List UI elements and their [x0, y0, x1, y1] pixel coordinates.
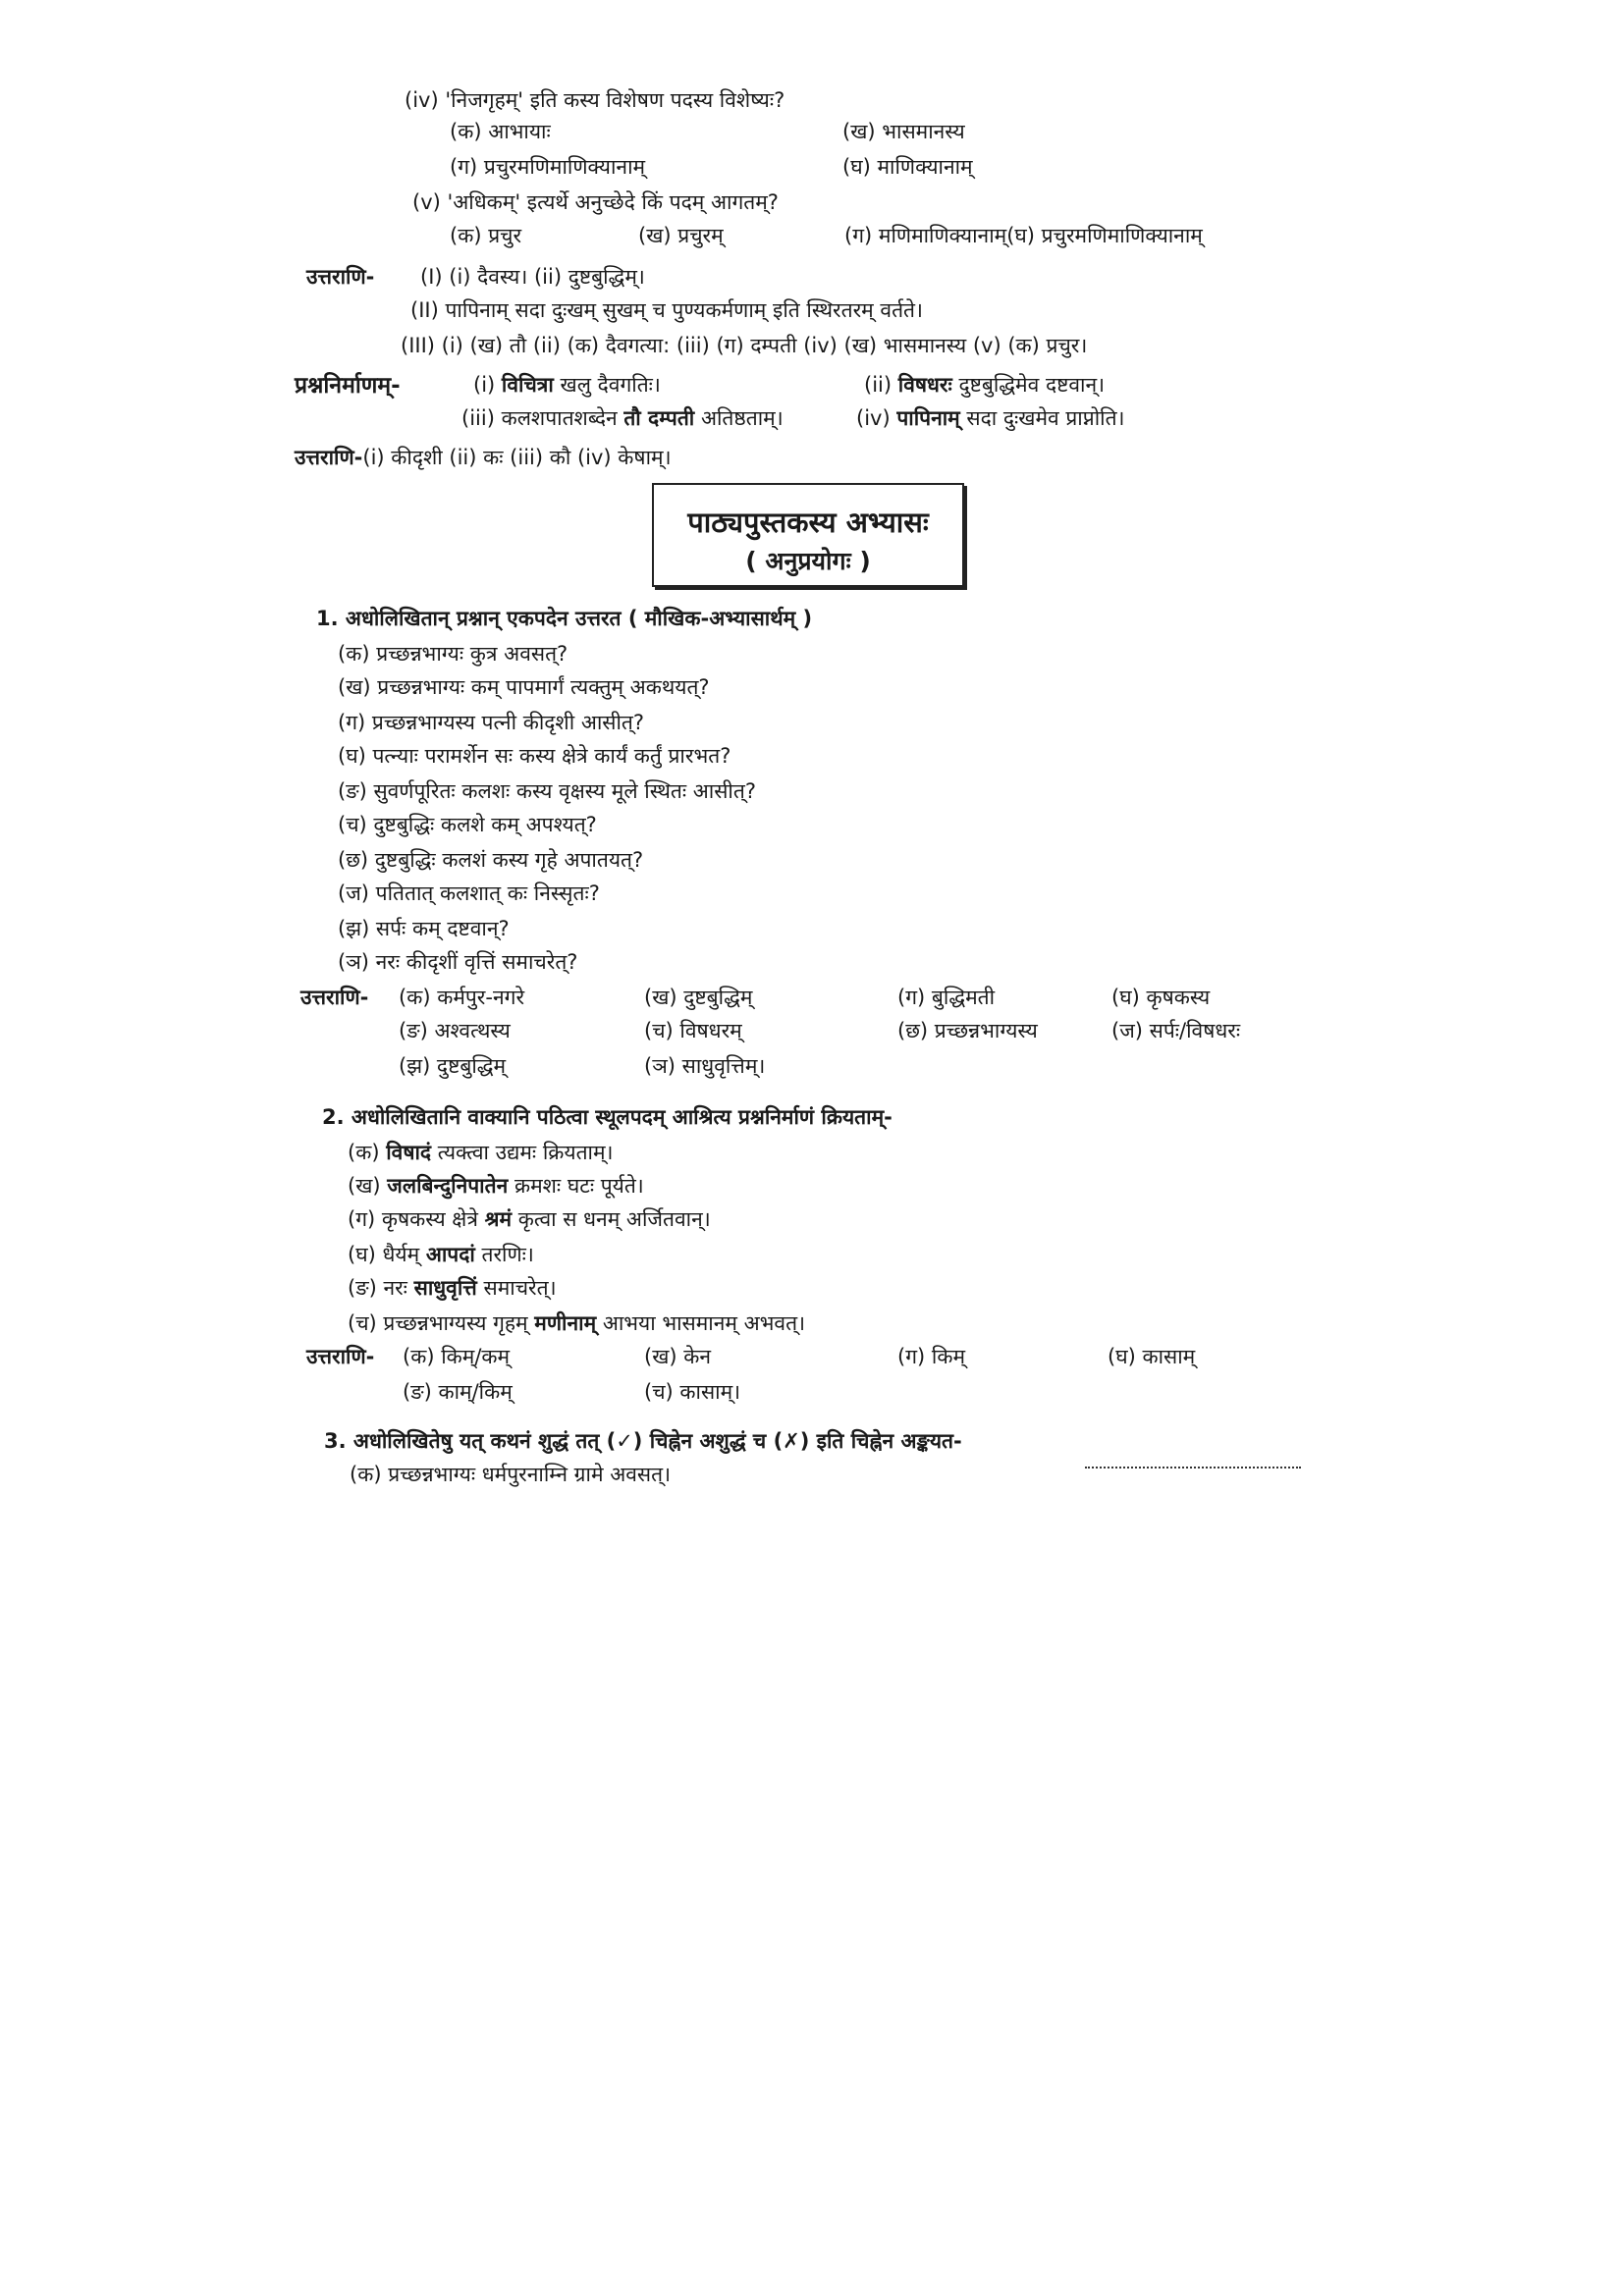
- answer-item: (घ) कृषकस्य: [1111, 986, 1211, 1009]
- bold-word: विषादं: [386, 1141, 432, 1164]
- prashna-item: [473, 375, 661, 396]
- answer-item: (च) विषधरम्: [644, 1019, 742, 1042]
- prashna-item-text: खलु दैवगतिः।: [560, 373, 661, 397]
- question-item: (क) प्रच्छन्नभाग्यः कुत्र अवसत्?: [338, 642, 568, 666]
- bold-word: साधुवृत्तिं: [413, 1276, 477, 1300]
- answers-line: [295, 448, 672, 468]
- answer-line: (II) पापिनाम् सदा दुःखम् सुखम् च पुण्यकर्मणाम् इति स्थिरतरम् वर्तते।: [410, 298, 923, 322]
- bold-word: जलबिन्दुनिपातेन: [387, 1174, 509, 1198]
- prashna-item-text: अतिष्ठताम्।: [700, 406, 784, 430]
- sentence-post: आभया भासमानम् अभवत्।: [602, 1311, 806, 1335]
- question-item: (ख) प्रच्छन्नभाग्यः कम् पापमार्गं त्यक्तुम् अकथयत्?: [338, 675, 710, 699]
- answer-item: (ग) बुद्धिमती: [897, 986, 996, 1009]
- prashna-item-text: सदा दुःखमेव प्राप्नोति।: [966, 406, 1125, 430]
- answer-item: (ञ) साधुवृत्तिम्।: [644, 1054, 766, 1078]
- prashna-item-num: (ii): [864, 373, 893, 397]
- bold-word: आपदां: [425, 1243, 475, 1266]
- sentence-pre: (ग) कृषकस्य क्षेत्रे: [348, 1207, 478, 1231]
- answer-item: (ज) सर्पः/विषधरः: [1111, 1019, 1241, 1042]
- question-iv: (iv) 'निजगृहम्' इति कस्य विशेषण पदस्य विशेष्यः?: [405, 88, 785, 112]
- sentence-post: समाचरेत्।: [483, 1276, 557, 1300]
- prashna-item-num: (i): [473, 373, 496, 397]
- bold-word: तौ दम्पती: [623, 406, 695, 430]
- exercise-3-heading: 3. अधोलिखितेषु यत् कथनं शुद्धं तत् (✓) चिह्नेन अशुद्धं च (✗) इति चिह्नेन अङ्कयत-: [324, 1429, 962, 1453]
- prashna-label: प्रश्ननिर्माणम्-: [295, 373, 401, 399]
- answers-label: उत्तराणि-: [295, 446, 363, 469]
- question-item: (ङ) सुवर्णपूरितः कलशः कस्य वृक्षस्य मूले स्थितः आसीत्?: [338, 779, 756, 803]
- bold-word: विषधरः: [897, 373, 952, 397]
- option: (ग) प्रचुरमणिमाणिक्यानाम्: [450, 155, 646, 179]
- answer-item: (ख) दुष्टबुद्धिम्: [644, 986, 753, 1009]
- answer-item: (ख) केन: [644, 1345, 712, 1368]
- exercise-2-heading: 2. अधोलिखितानि वाक्यानि पठित्वा स्थूलपदम् आश्रित्य प्रश्ननिर्माणं क्रियताम्-: [322, 1105, 893, 1129]
- answer-line: (III) (i) (ख) तौ (ii) (क) दैवगत्या: (iii) (ग) दम्पती (iv) (ख) भासमानस्य (v) (क) प्रचुर।: [401, 334, 1088, 357]
- bold-word: श्रमं: [484, 1207, 513, 1231]
- sentence-item: [348, 1176, 644, 1197]
- section-subtitle: ( अनुप्रयोगः ): [745, 547, 871, 575]
- answer-item: (क) कर्मपुर-नगरे: [399, 986, 525, 1009]
- option: (ख) प्रचुरम्: [638, 224, 724, 247]
- sentence-pre: (च) प्रच्छन्नभाग्यस्य गृहम्: [348, 1311, 528, 1335]
- sentence-post: तरणिः।: [481, 1243, 534, 1266]
- answer-item: (झ) दुष्टबुद्धिम्: [399, 1054, 507, 1078]
- question-v: (v) 'अधिकम्' इत्यर्थे अनुच्छेदे किं पदम् आगतम्?: [412, 190, 779, 214]
- sentence-pre: (क): [348, 1141, 380, 1164]
- answer-item: (ङ) अश्वत्थस्य: [399, 1019, 511, 1042]
- sentence-item: [348, 1313, 805, 1334]
- option: (ग) मणिमाणिक्यानाम्(घ) प्रचुरमणिमाणिक्यानाम्: [844, 224, 1203, 247]
- prashna-item-num: (iii) कलशपातशब्देन: [461, 406, 618, 430]
- prashna-item: [864, 375, 1105, 396]
- answer-item: (च) कासाम्।: [644, 1380, 741, 1404]
- sentence-post: क्रमशः घटः पूर्यते।: [514, 1174, 644, 1198]
- section-title: पाठ्यपुस्तकस्य अभ्यासः: [687, 506, 929, 539]
- option: (क) प्रचुर: [450, 224, 522, 247]
- question-item: (ज) पतितात् कलशात् कः निस्सृतः?: [338, 881, 600, 905]
- option: (क) आभायाः: [450, 120, 551, 143]
- answer-item: (ङ) काम्/किम्: [403, 1380, 513, 1404]
- option: (ख) भासमानस्य: [842, 120, 965, 143]
- prashna-item-num: (iv): [856, 406, 891, 430]
- answers-label: उत्तराणि-: [300, 986, 369, 1009]
- dotted-line: [1085, 1467, 1301, 1468]
- question-item: (झ) सर्पः कम् दष्टवान्?: [338, 917, 510, 940]
- question-item: (ञ) नरः कीदृशीं वृत्तिं समाचरेत्?: [338, 950, 578, 974]
- prashna-item-text: दुष्टबुद्धिमेव दष्टवान्।: [958, 373, 1106, 397]
- question-item: (छ) दुष्टबुद्धिः कलशं कस्य गृहे अपातयत्?: [338, 848, 644, 872]
- bold-word: विचित्रा: [501, 373, 554, 397]
- sentence-pre: (घ) धैर्यम्: [348, 1243, 420, 1266]
- sentence-post: त्यक्त्वा उद्यमः क्रियताम्।: [437, 1141, 614, 1164]
- bold-word: मणीनाम्: [534, 1311, 597, 1335]
- question-item: (च) दुष्टबुद्धिः कलशे कम् अपश्यत्?: [338, 813, 597, 836]
- answers-label: उत्तराणि-: [306, 265, 375, 289]
- section-title-box: [652, 483, 964, 587]
- bold-word: पापिनाम्: [896, 406, 960, 430]
- exercise-1-heading: 1. अधोलिखितान् प्रश्नान् एकपदेन उत्तरत ( मौखिक-अभ्यासार्थम् ): [316, 607, 813, 630]
- sentence-item: [348, 1143, 614, 1163]
- sentence-post: कृत्वा स धनम् अर्जितवान्।: [517, 1207, 711, 1231]
- option: (घ) माणिक्यानाम्: [842, 155, 973, 179]
- question-item: (घ) पत्न्याः परामर्शेन सः कस्य क्षेत्रे कार्यं कर्तुं प्रारभत?: [338, 744, 731, 768]
- statement-item: (क) प्रच्छन्नभाग्यः धर्मपुरनाम्नि ग्रामे अवसत्।: [350, 1463, 672, 1486]
- answer-line: (I) (i) दैवस्य। (ii) दुष्टबुद्धिम्।: [420, 265, 645, 289]
- answer-item: (घ) कासाम्: [1108, 1345, 1196, 1368]
- answers-label: उत्तराणि-: [306, 1345, 375, 1368]
- answer-item: (ग) किम्: [897, 1345, 966, 1368]
- sentence-item: [348, 1209, 711, 1230]
- answers-text: (i) कीदृशी (ii) कः (iii) कौ (iv) केषाम्।: [362, 446, 672, 469]
- sentence-pre: (ङ) नरः: [348, 1276, 407, 1300]
- answer-item: (क) किम्/कम्: [403, 1345, 511, 1368]
- prashna-item: [856, 408, 1125, 429]
- answer-item: (छ) प्रच्छन्नभाग्यस्य: [897, 1019, 1038, 1042]
- sentence-item: [348, 1278, 557, 1299]
- sentence-pre: (ख): [348, 1174, 381, 1198]
- sentence-item: [348, 1245, 534, 1265]
- question-item: (ग) प्रच्छन्नभाग्यस्य पत्नी कीदृशी आसीत्?: [338, 711, 645, 734]
- prashna-item: [461, 408, 784, 429]
